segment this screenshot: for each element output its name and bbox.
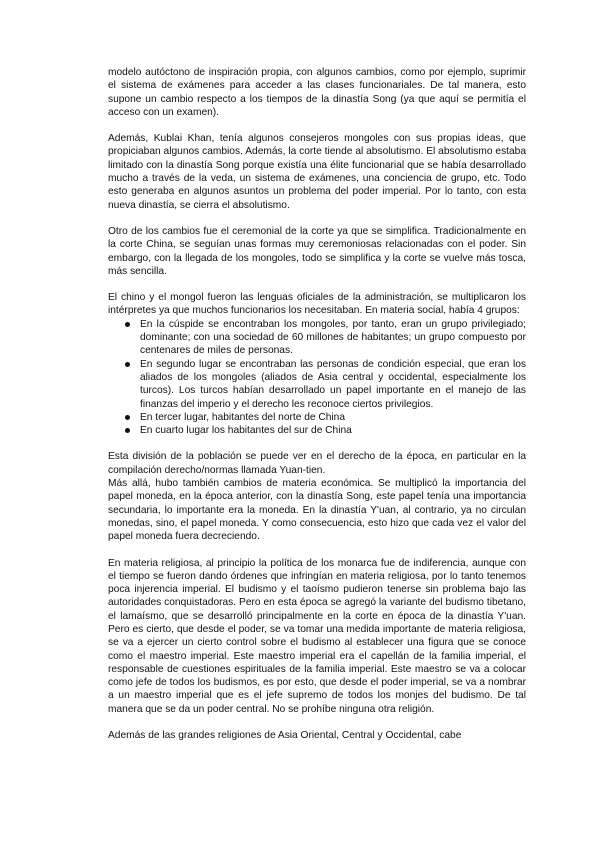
paragraph-law-division: Esta división de la población se puede ver en el derecho de la época, en particular en la compilación derecho/normas llamada Yuan-tien. — [108, 451, 526, 476]
paragraph-exam-system: modelo autóctono de inspiración propia, con algunos cambios, como por ejemplo, suprimir el sistema de exámenes para acceder a las clases funcionariales. De tal manera, esto supone un cambio respecto a los tiempos de la dinastía Song (ya que aquí se permitía el acceso con un examen). — [108, 67, 526, 118]
list-item — [108, 424, 526, 437]
paragraph-religions-continued: Además de las grandes religiones de Asia Oriental, Central y Occidental, cabe — [108, 730, 462, 742]
bullet-icon — [125, 362, 130, 367]
bullet-icon — [125, 322, 130, 327]
list-item-text: En tercer lugar, habitantes del norte de China — [140, 411, 346, 423]
list-item-text: En cuarto lugar los habitantes del sur de China — [140, 425, 352, 437]
document-page — [108, 66, 526, 755]
paragraph-economy: Más allá, hubo también cambios de materia económica. Se multiplicó la importancia del papel moneda, en la época anterior, con la dinastía Song, este papel tenía una importancia secundaria, lo importante era la moneda. En la dinastía Y'uan, al contrario, ya no circulan monedas, sino, el papel moneda. Y como consecuencia, esto hizo que cada vez el valor del papel moneda fuera decreciendo. — [108, 478, 526, 543]
list-item — [108, 411, 526, 424]
list-item-text: En la cúspide se encontraban los mongoles, por tanto, eran un grupo privilegiado; dominante; con una sociedad de 60 millones de habitantes; un grupo compuesto por centenares de miles de personas. — [140, 318, 526, 357]
bullet-icon — [125, 415, 130, 420]
list-item — [108, 358, 526, 411]
paragraph-absolutism: Además, Kublai Khan, tenía algunos consejeros mongoles con sus propias ideas, que propiciaban algunos cambios. Además, la corte tiende al absolutismo. El absolutismo estaba limitado con la dinastía Song porque existía una élite funcionarial que se había desarrollado mucho a través de la veda, un sistema de exámenes, una conciencia de grupo, etc. Todo esto generaba en algunos asuntos un problema del poder imperial. Por lo tanto, con esta nueva dinastía, se cierra el absolutismo. — [108, 133, 526, 211]
social-groups-list — [108, 318, 526, 438]
paragraph-religion: En materia religiosa, al principio la política de los monarca fue de indiferencia, aunque con el tiempo se fueron dando órdenes que infringían en materia religiosa, por lo tanto tenemos poca injerencia imperial. El budismo y el taoísmo pudieron tenerse sin problema bajo las autoridades conquistadoras. Pero en esta época se agregó la variante del budismo tibetano, el lamaísmo, que se desarrolló principalmente en la corte en época de la dinastía Y'uan. Pero es cierto, que desde el poder, se va tomar una medida importante de materia religiosa, se va a ejercer un cierto control sobre el budismo al establecer una figura que se conoce como el maestro imperial. Este maestro imperial era el capellán de la familia imperial, el responsable de cuestiones espirituales de la familia imperial. Este maestro se va a colocar como jefe de todos los budismos, es por esto, que desde el poder imperial, se va a nombrar a un maestro imperial que es el jefe supremo de todos los monjes del budismo. De tal manera que se da un poder central. No se prohíbe ninguna otra religión. — [108, 557, 526, 715]
paragraph-ceremonial: Otro de los cambios fue el ceremonial de la corte ya que se simplifica. Tradicionalmente en la corte China, se seguían unas formas muy ceremoniosas relacionadas con el poder. Sin embargo, con la llegada de los mongoles, todo se simplifica y la corte se vuelve más tosca, más sencilla. — [108, 225, 526, 277]
bullet-icon — [125, 428, 130, 433]
list-item-text: En segundo lugar se encontraban las personas de condición especial, que eran los aliados de los mongoles (aliados de Asia central y occidental, especialmente los turcos). Los turcos habían desarrollado un papel importante en el manejo de las finanzas del imperio y el derecho les reconoce ciertos privilegios. — [140, 358, 526, 410]
list-item — [108, 318, 526, 358]
paragraph-languages: El chino y el mongol fueron las lenguas oficiales de la administración, se multiplicaron los intérpretes ya que muchos funcionarios los necesitaban. En materia social, había 4 grupos: — [108, 292, 526, 317]
